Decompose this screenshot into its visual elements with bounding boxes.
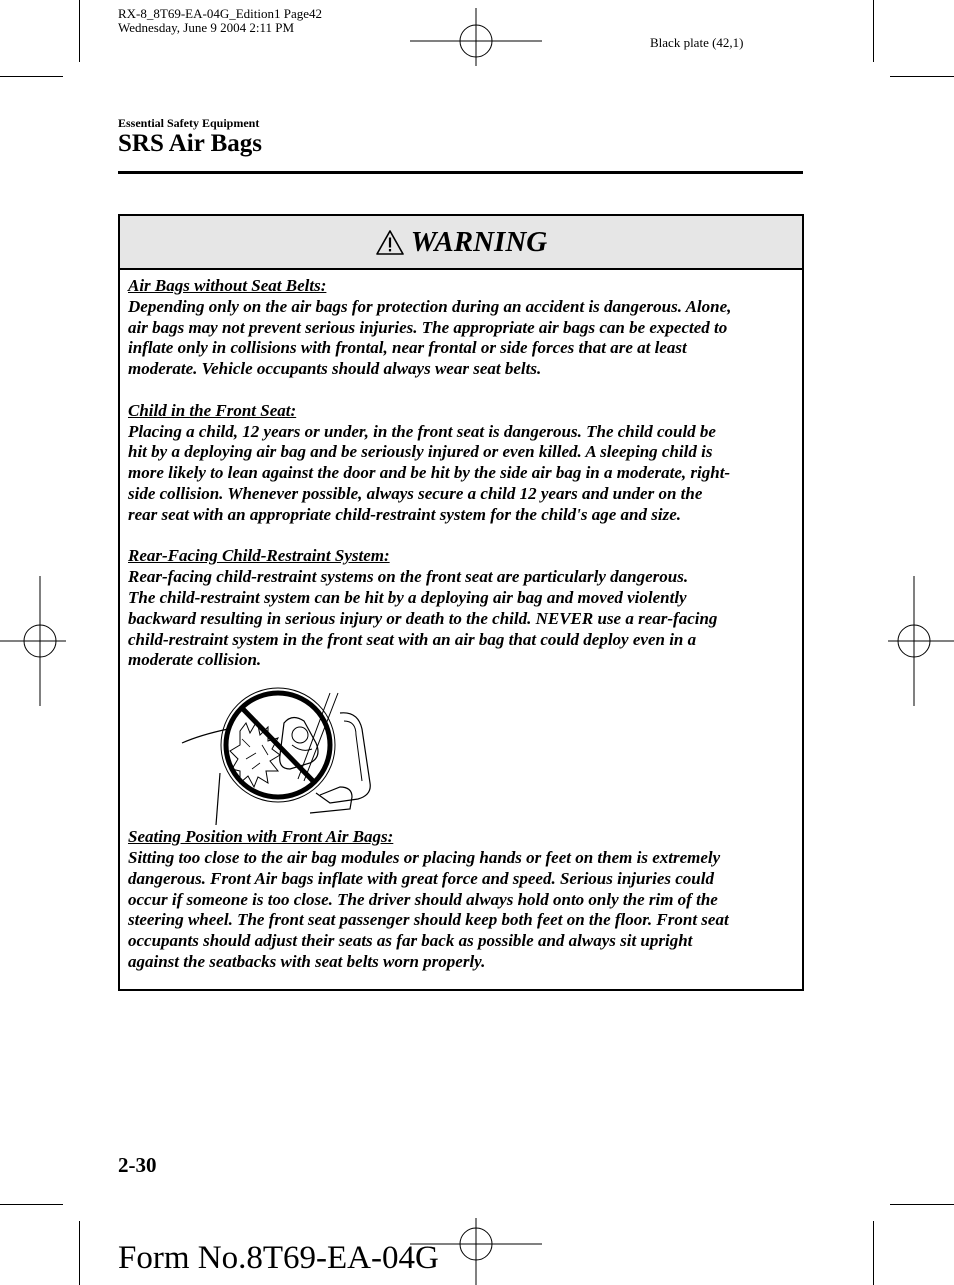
section-heading: Rear-Facing Child-Restraint System: [128,546,390,566]
warning-header [120,216,802,270]
body-line: The child-restraint system can be hit by a deploying air bag and moved violently [128,587,687,607]
warning-title: WARNING [410,225,548,258]
section-heading: Air Bags without Seat Belts: [128,276,327,295]
body-line: Rear-facing child-restraint systems on the front seat are particularly dangerous. [128,567,689,587]
body-line: Placing a child, 12 years or under, in the front seat is dangerous. The child could be [128,421,716,441]
body-line: against the seatbacks with seat belts worn properly. [128,951,486,971]
crop-mark [890,76,954,77]
body-line: steering wheel. The front seat passenger should keep both feet on the floor. Front seat [128,910,729,930]
print-info-line: Wednesday, June 9 2004 2:11 PM [118,20,295,35]
print-info-line: RX-8_8T69-EA-04G_Edition1 Page42 [118,6,323,21]
crop-mark [873,1221,874,1285]
registration-mark-icon [888,576,954,706]
body-line: moderate collision. [128,650,262,670]
warning-box [118,214,804,991]
body-line: more likely to lean against the door and be hit by the side air bag in a moderate, right- [128,463,731,483]
crop-mark [79,1221,80,1285]
body-line: Depending only on the air bags for protection during an accident is dangerous. Alone, [128,296,732,316]
body-line: occupants should adjust their seats as far back as possible and always sit upright [128,931,693,951]
registration-mark-icon [410,8,542,66]
crop-mark [79,0,80,62]
warning-section [128,276,794,380]
page-number: 2-30 [118,1153,157,1177]
body-line: moderate. Vehicle occupants should always wear seat belts. [128,359,542,379]
warning-section [128,827,794,973]
title-rule [118,171,803,174]
form-number: Form No.8T69-EA-04G [118,1240,439,1276]
body-line: backward resulting in serious injury or death to the child. NEVER use a rear-facing [128,608,718,628]
section-heading: Child in the Front Seat: [128,400,297,420]
body-line: air bags may not prevent serious injuries. The appropriate air bags can be expected to [128,317,728,337]
body-line: dangerous. Front Air bags inflate with great force and speed. Serious injuries could [128,868,714,888]
crop-mark [890,1204,954,1205]
plate-label: Black plate (42,1) [650,35,744,50]
warning-section [128,401,794,526]
illustration-area [128,671,794,816]
body-line: child-restraint system in the front seat with an air bag that could deploy even in a [128,629,697,649]
warning-triangle-icon [375,229,405,256]
registration-mark-icon [0,576,66,706]
section-heading: Seating Position with Front Air Bags: [128,827,394,847]
prohibited-rear-facing-child-seat-illustration [180,683,390,828]
body-line: hit by a deploying air bag and be seriously injured or even killed. A sleeping child is [128,442,713,462]
body-line: inflate only in collisions with frontal, near frontal or side forces that are at least [128,338,687,358]
warning-section [128,546,794,671]
body-line: occur if someone is too close. The driver should always hold onto only the rim of the [128,889,718,909]
body-line: side collision. Whenever possible, always secure a child 12 years and under on the [128,483,703,503]
crop-mark [873,0,874,62]
crop-mark [0,76,63,77]
body-line: Sitting too close to the air bag modules or placing hands or feet on them is extremely [128,847,721,867]
crop-mark [0,1204,63,1205]
print-info [118,7,322,35]
section-label: Essential Safety Equipment [118,116,260,130]
page-title: SRS Air Bags [118,130,263,157]
warning-body [120,270,802,973]
body-line: rear seat with an appropriate child-restraint system for the child's age and size. [128,504,682,524]
